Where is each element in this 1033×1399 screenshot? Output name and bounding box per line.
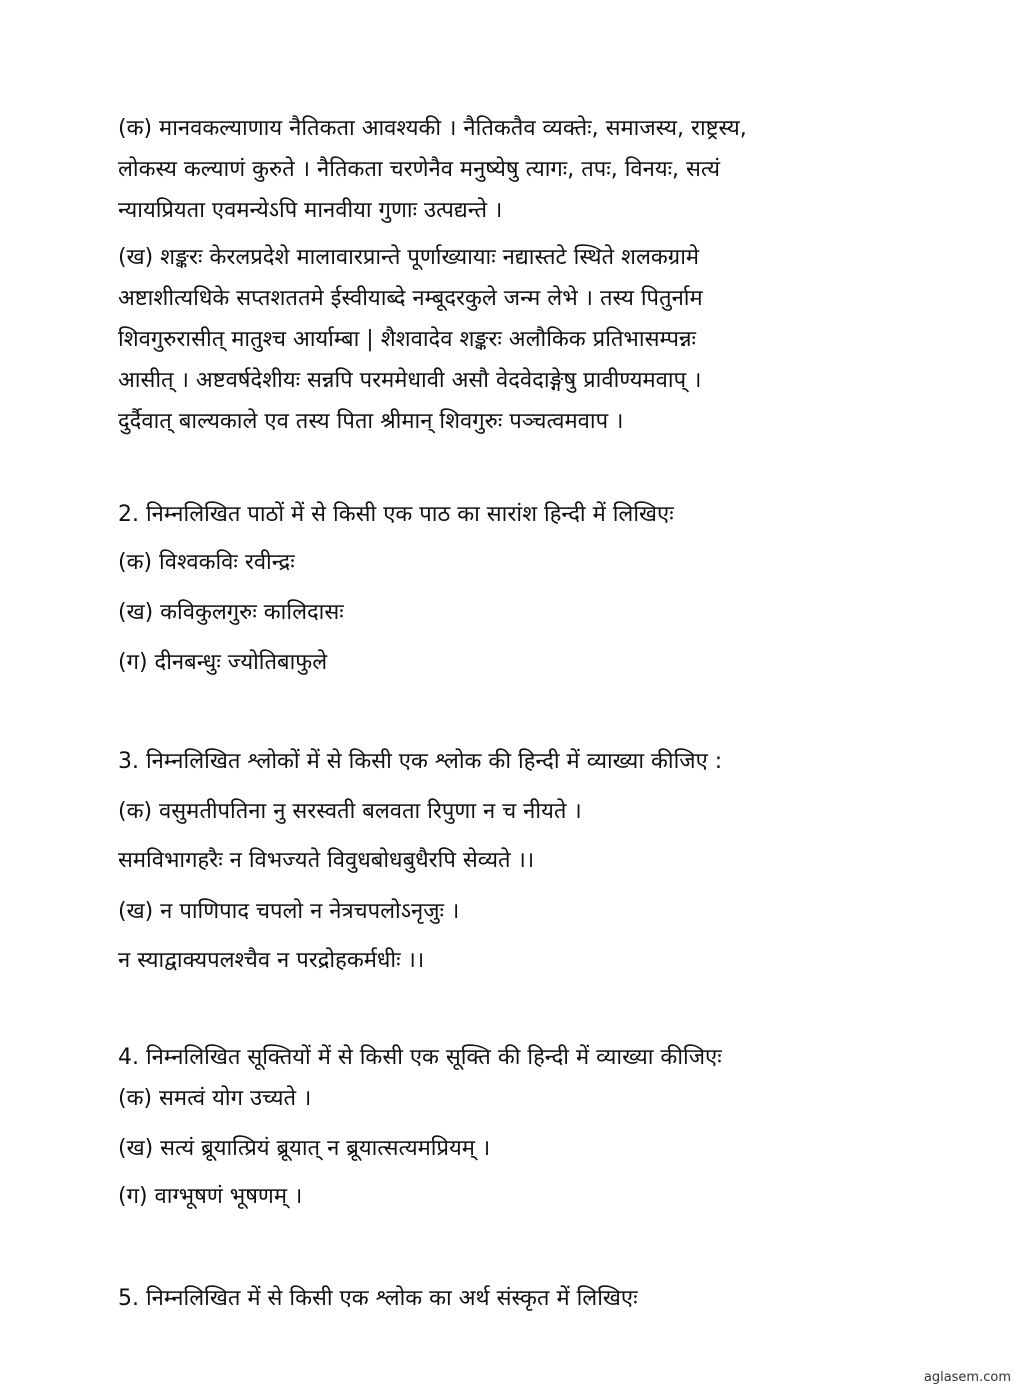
question-3-shloka-kha-line-1: (ख) न पाणिपाद चपलो न नेत्रचपलोऽनृजुः । xyxy=(118,899,460,924)
passage-kha-line-1: (ख) शङ्करः केरलप्रदेशे मालावारप्रान्ते पूर्णाख्यायाः नद्यास्तटे स्थिते शलकग्रामे xyxy=(118,245,700,270)
question-4: 4. निम्नलिखित सूक्तियों में से किसी एक सूक्ति की हिन्दी में व्याख्या कीजिएः xyxy=(118,1045,722,1070)
question-3-shloka-ka-line-2: समविभागहरैः न विभज्यते विवुधबोधबुधैरपि सेव्यते ।। xyxy=(118,848,535,873)
site-watermark: aglasem.com xyxy=(923,1370,1011,1385)
question-4-option-kha: (ख) सत्यं ब्रूयात्प्रियं ब्रूयात् न ब्रूयात्सत्यमप्रियम् । xyxy=(118,1136,491,1161)
question-2: 2. निम्नलिखित पाठों में से किसी एक पाठ का सारांश हिन्दी में लिखिएः xyxy=(118,502,674,527)
question-3-shloka-kha-line-2: न स्याद्वाक्यपलश्चैव न परद्रोहकर्मधीः ।। xyxy=(118,948,425,973)
passage-ka-line-2: लोकस्य कल्याणं कुरुते । नैतिकता चरणेनैव मनुष्येषु त्यागः, तपः, विनयः, सत्यं xyxy=(118,157,721,182)
question-2-option-ga: (ग) दीनबन्धुः ज्योतिबाफुले xyxy=(118,650,328,675)
question-4-option-ga: (ग) वाग्भूषणं भूषणम् । xyxy=(118,1184,303,1209)
question-3-shloka-ka-line-1: (क) वसुमतीपतिना नु सरस्वती बलवता रिपुणा न च नीयते । xyxy=(118,799,582,824)
passage-ka-line-1: (क) मानवकल्याणाय नैतिकता आवश्यकी । नैतिकतैव व्यक्तेः, समाजस्य, राष्ट्रस्य, xyxy=(118,116,747,141)
passage-ka-line-3: न्यायप्रियता एवमन्येऽपि मानवीया गुणाः उत्पद्यन्ते । xyxy=(118,198,503,223)
question-2-option-kha: (ख) कविकुलगुरुः कालिदासः xyxy=(118,600,344,625)
passage-kha-line-2: अष्टाशीत्यधिके सप्तशततमे ईस्वीयाब्दे नम्बूदरकुले जन्म लेभे । तस्य पितुर्नाम xyxy=(118,286,703,311)
passage-kha-line-3: शिवगुरुरासीत् मातुश्च आर्याम्बा | शैशवादेव शङ्करः अलौकिक प्रतिभासम्पन्नः xyxy=(118,327,696,352)
question-2-option-ka: (क) विश्वकविः रवीन्द्रः xyxy=(118,550,295,575)
question-4-option-ka: (क) समत्वं योग उच्यते । xyxy=(118,1086,312,1111)
passage-kha-line-4: आसीत् । अष्टवर्षदेशीयः सन्नपि परममेधावी असौ वेदवेदाङ्गेषु प्रावीण्यमवाप् । xyxy=(118,368,702,393)
question-3: 3. निम्नलिखित श्लोकों में से किसी एक श्लोक की हिन्दी में व्याख्या कीजिए : xyxy=(118,749,723,774)
question-5: 5. निम्नलिखित में से किसी एक श्लोक का अर्थ संस्कृत में लिखिएः xyxy=(118,1286,638,1311)
passage-kha-line-5: दुर्दैवात् बाल्यकाले एव तस्य पिता श्रीमान् शिवगुरुः पञ्चत्वमवाप । xyxy=(118,409,624,434)
